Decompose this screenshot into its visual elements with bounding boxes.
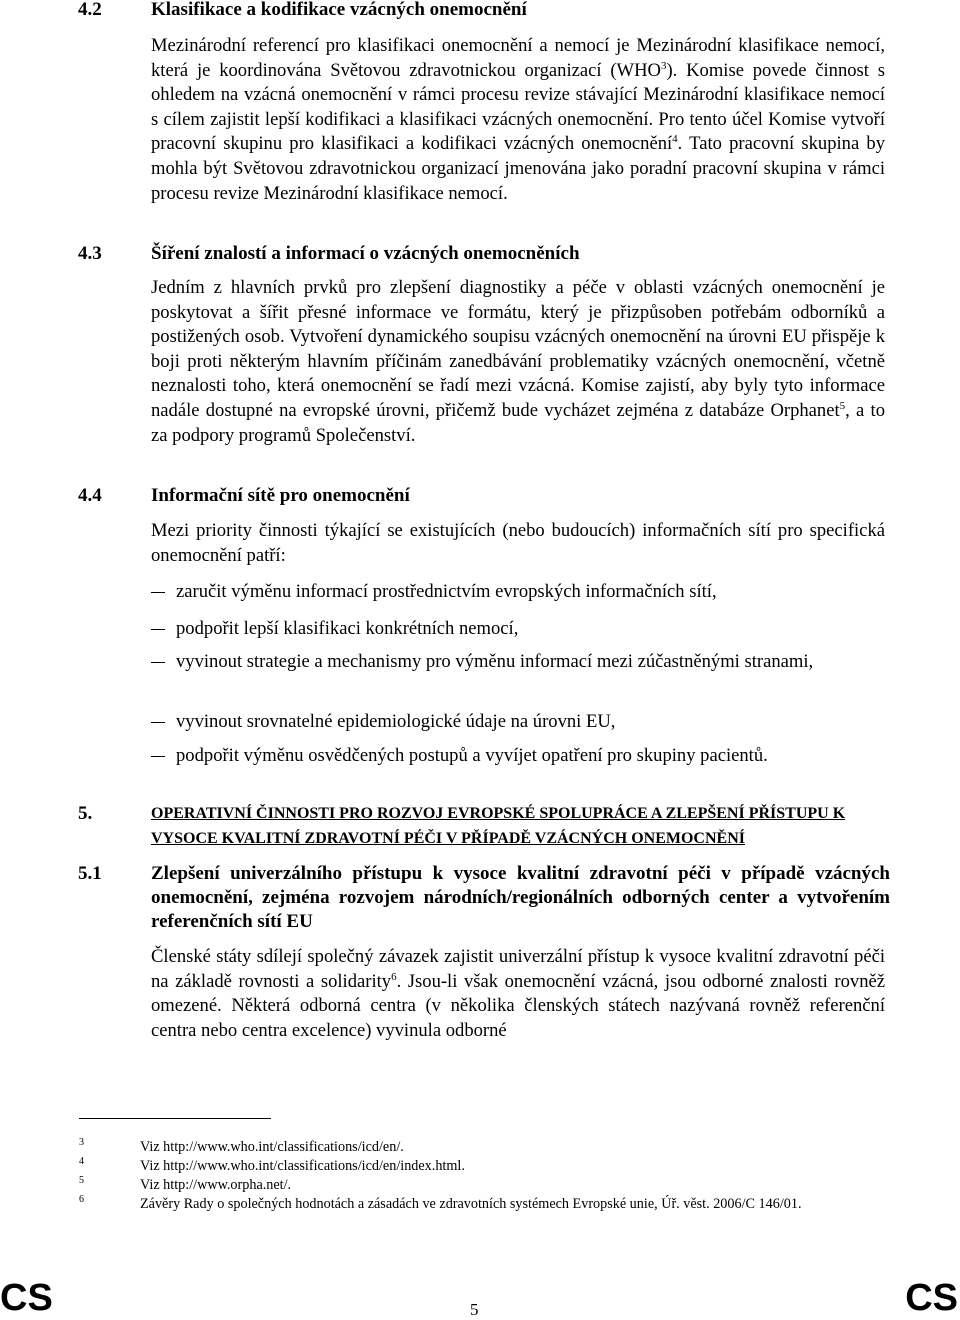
- section-heading-5-1: [78, 862, 890, 934]
- section-number: 4.3: [78, 243, 102, 264]
- list-item: vyvinout srovnatelné epidemiologické údaje na úrovni EU,: [151, 710, 885, 735]
- list-item: zaručit výměnu informací prostřednictvím evropských informačních sítí,: [151, 580, 885, 605]
- footnote-ref-6[interactable]: 6: [391, 970, 397, 983]
- paragraph-4-3: Jedním z hlavních prvků pro zlepšení diagnostiky a péče v oblasti vzácných onemocnění je poskytovat a šířit přesné informace ve formátu, který je přizpůsoben potřebám odborníků a postižených osob. Vytvoření dynamického soupisu vzácných onemocnění na úrovni EU přispěje k boji proti některým hlavním příčinám zanedbávání problematiky vzácných onemocnění, včetně neznalosti toho, která onemocnění se řadí mezi vzácná. Komise zajistí, aby byly tyto informace nadále dostupné na evropské úrovni, přičemž bude vycházet zejména z databáze Orphanet$^5$, a to za podpory programů Společenství.: [151, 277, 885, 446]
- language-code-right: CS: [905, 1277, 958, 1319]
- footnote-ref-3[interactable]: 3: [660, 59, 667, 72]
- list-item: vyvinout strategie a mechanismy pro výměnu informací mezi zúčastněnými stranami,: [151, 650, 885, 675]
- section-number: 4.2: [78, 0, 102, 20]
- footnote-3: 3 Viz http://www.who.int/classifications/icd/en/.: [79, 1137, 404, 1155]
- section-heading-4-2: [78, 0, 890, 22]
- section-title: Zlepšení univerzálního přístupu k vysoce kvalitní zdravotní péči v případě vzácných onemocnění, zejména rozvojem národních/regionálních odborných center a vytvořením referenčních sítí EU: [151, 863, 890, 932]
- list-item: podpořit výměnu osvědčených postupů a vyvíjet opatření pro skupiny pacientů.: [151, 744, 885, 769]
- section-heading-4-4: [78, 484, 890, 508]
- section-number: 4.4: [78, 485, 102, 506]
- footnote-ref-5[interactable]: 5: [839, 399, 846, 412]
- footnote-4: 4 Viz http://www.who.int/classifications/icd/en/index.html.: [79, 1156, 465, 1174]
- chapter-title: OPERATIVNÍ ČINNOSTI PRO ROZVOJ EVROPSKÉ SPOLUPRÁCE A ZLEPŠENÍ PŘÍSTUPU K VYSOCE KVALITNÍ ZDRAVOTNÍ PÉČI V PŘÍPADĚ VZÁCNÝCH ONEMOCNĚNÍ: [151, 805, 846, 847]
- footnote-ref-4[interactable]: 4: [672, 133, 678, 146]
- section-heading-4-3: [78, 242, 890, 266]
- dash-bullet-icon: [151, 722, 165, 723]
- footnote-5: 5 Viz http://www.orpha.net/.: [79, 1175, 292, 1193]
- footnotes: [79, 1138, 889, 1214]
- section-title: Klasifikace a kodifikace vzácných onemocnění: [151, 0, 527, 20]
- paragraph-4-4-intro: Mezi priority činnosti týkající se existujících (nebo budoucích) informačních sítí pro specifická onemocnění patří:: [151, 520, 885, 566]
- chapter-heading-5: [78, 801, 890, 851]
- footnote-6: 6 Závěry Rady o společných hodnotách a zásadách ve zdravotních systémech Evropské unie, Úř. věst. 2006/C 146/01.: [79, 1194, 802, 1212]
- chapter-number: 5.: [78, 803, 93, 824]
- dash-bullet-icon: [151, 662, 165, 663]
- list-item: podpořit lepší klasifikaci konkrétních nemocí,: [151, 617, 885, 642]
- section-title: Šíření znalostí a informací o vzácných onemocněních: [151, 243, 580, 264]
- dash-bullet-icon: [151, 592, 165, 593]
- dash-bullet-icon: [151, 756, 165, 757]
- section-title: Informační sítě pro onemocnění: [151, 485, 410, 506]
- paragraph-4-2: Mezinárodní referencí pro klasifikaci onemocnění a nemocí je Mezinárodní klasifikace nemocí, která je koordinována Světovou zdravotnickou organizací (WHO$^3$). Komise povede činnost s ohledem na vzácná onemocnění v rámci procesu revize stávající Mezinárodní klasifikace nemocí s cílem zajistit lepší kodifikaci a klasifikaci vzácných onemocnění. Pro tento účel Komise vytvoří pracovní skupinu pro klasifikaci a kodifikaci vzácných onemocnění$^4$. Tato pracovní skupina by mohla být Světovou zdravotnickou organizací jmenována jako poradní pracovní skupina v rámci procesu revize Mezinárodní klasifikace nemocí.: [151, 35, 886, 204]
- footnote-separator: [79, 1118, 271, 1119]
- page-number: 5: [470, 1300, 479, 1319]
- section-number: 5.1: [78, 863, 102, 884]
- dash-bullet-icon: [151, 629, 165, 630]
- paragraph-5-1: Členské státy sdílejí společný závazek zajistit univerzální přístup k vysoce kvalitní zdravotní péči na základě rovnosti a solidarity$^6$. Jsou-li však onemocnění vzácná, jsou odborné znalosti rovněž omezené. Některá odborná centra (v několika členských státech nazývaná rovněž referenční centra nebo centra excelence) vyvinula odborné: [151, 946, 885, 1041]
- language-code-left: CS: [0, 1277, 53, 1319]
